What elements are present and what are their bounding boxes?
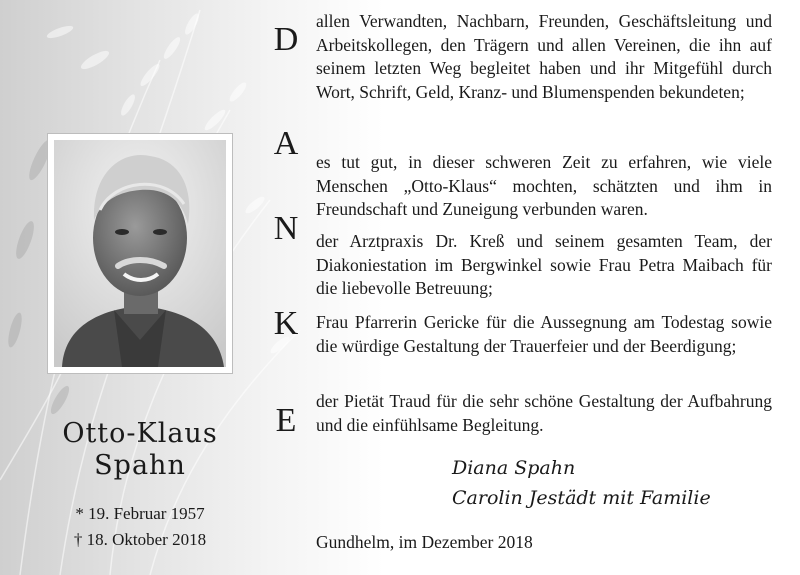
thanks-paragraph-pastor: Frau Pfarrerin Gericke für die Aussegnung am Todestag sowie die würdige Gestaltung der Trauerfeier und der Beerdigung;	[316, 312, 772, 356]
danke-letter-k: K	[273, 305, 299, 342]
deceased-last-name: Spahn	[94, 450, 186, 481]
thanks-paragraph-comfort: es tut gut, in dieser schweren Zeit zu erfahren, wie viele Menschen „Otto-Klaus“ mochten, schätzten und ihm in Freundschaft und Zuneigung verbunden waren.	[316, 152, 772, 219]
portrait-image	[54, 140, 226, 367]
birth-date: * 19. Februar 1957	[75, 504, 205, 523]
danke-letter-e: E	[275, 402, 297, 439]
signatory-2: Carolin Jestädt mit Familie	[452, 487, 711, 509]
portrait-photo	[48, 134, 232, 373]
place-and-date: Gundhelm, im Dezember 2018	[316, 532, 533, 552]
thanks-paragraph-medical: der Arztpraxis Dr. Kreß und seinem gesamten Team, der Diakoniestation im Bergwinkel sowie Frau Petra Maibach für die liebevolle Betreuung;	[316, 231, 772, 298]
thanks-paragraph-relatives: allen Verwandten, Nachbarn, Freunden, Geschäftsleitung und Arbeitskollegen, den Trägern und allen Vereinen, die ihn auf seinem letzten Weg begleitet haben und ihr Mitgefühl durch Wort, Schrift, Geld, Kranz- und Blumenspenden bekundeten;	[316, 11, 772, 102]
signatory-1: Diana Spahn	[452, 457, 576, 479]
danke-letter-a: A	[273, 125, 299, 162]
thanks-paragraph-undertaker: der Pietät Traud für die sehr schöne Gestaltung der Aufbahrung und die einfühlsame Begleitung.	[316, 391, 772, 435]
deceased-first-name: Otto-Klaus	[62, 418, 218, 449]
danke-letter-n: N	[273, 210, 299, 247]
danke-letter-d: D	[273, 21, 299, 58]
death-date: † 18. Oktober 2018	[73, 530, 207, 549]
